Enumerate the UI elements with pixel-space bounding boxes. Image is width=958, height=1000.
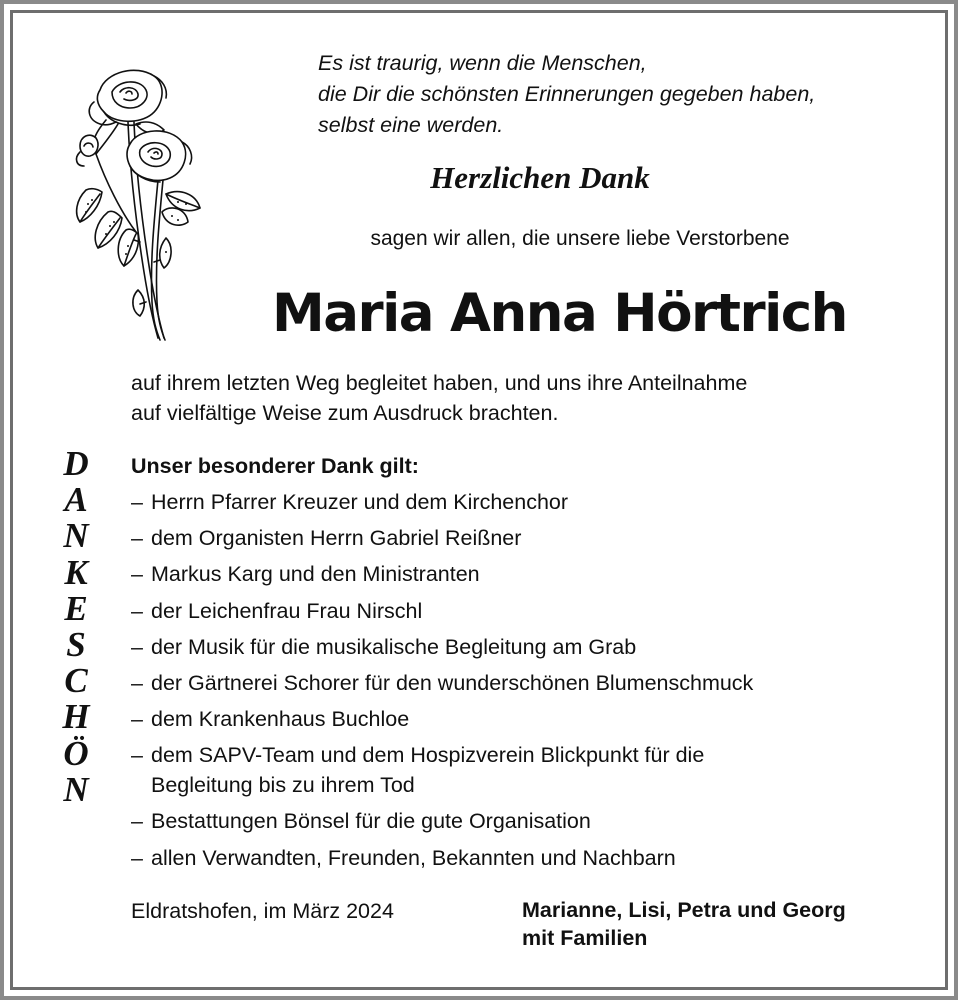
vertical-letter: S xyxy=(66,625,86,665)
vertical-letter: Ö xyxy=(63,733,89,773)
list-dash: – xyxy=(131,490,143,514)
rose-illustration-icon xyxy=(66,62,206,344)
list-item xyxy=(131,840,921,876)
vertical-letter: K xyxy=(64,552,88,592)
list-item xyxy=(131,701,921,737)
list-item xyxy=(131,556,921,592)
list-item xyxy=(131,629,921,665)
intro-line: sagen wir allen, die unsere liebe Verstorbene xyxy=(370,227,790,250)
vertical-dankeschoen xyxy=(44,446,108,808)
list-item-text xyxy=(151,740,704,800)
list-dash: – xyxy=(131,562,143,587)
signature-line: Marianne, Lisi, Petra und Georg xyxy=(522,898,846,922)
list-item-text: der Musik für die musikalische Begleitung am Grab xyxy=(151,634,637,659)
list-item-line: Begleitung bis zu ihrem Tod xyxy=(151,773,415,798)
list-dash: – xyxy=(131,743,143,768)
vertical-letter: D xyxy=(63,444,89,483)
poem-line: Es ist traurig, wenn die Menschen, xyxy=(318,51,647,75)
list-item-text: dem Krankenhaus Buchloe xyxy=(151,707,410,732)
list-item xyxy=(131,737,921,803)
list-item-text: allen Verwandten, Freunden, Bekannten und Nachbarn xyxy=(151,845,676,870)
list-item-line: dem SAPV-Team und dem Hospizverein Blickpunkt für die xyxy=(151,743,705,768)
list-dash: – xyxy=(131,845,143,870)
poem-quote xyxy=(318,48,928,141)
poem-line: selbst eine werden. xyxy=(318,113,504,137)
list-item-text: der Gärtnerei Schorer für den wunderschönen Blumenschmuck xyxy=(151,671,754,696)
vertical-letter: E xyxy=(64,588,88,628)
vertical-letter: N xyxy=(63,516,89,556)
vertical-letter: C xyxy=(64,661,88,701)
deceased-name: Maria Anna Hörtrich xyxy=(272,283,847,344)
poem-line: die Dir die schönsten Erinnerungen gegeben haben, xyxy=(318,82,816,106)
vertical-letter: A xyxy=(64,480,88,520)
thanks-list-heading: Unser besonderer Dank gilt: xyxy=(131,454,419,478)
list-dash: – xyxy=(131,526,143,551)
list-item-text: der Leichenfrau Frau Nirschl xyxy=(151,598,423,623)
list-item xyxy=(131,484,921,520)
vertical-letter: N xyxy=(63,769,89,809)
body-paragraph xyxy=(131,368,921,428)
body-line: auf vielfältige Weise zum Ausdruck brachten. xyxy=(131,401,559,425)
list-dash: – xyxy=(131,671,143,696)
list-item-text: dem Organisten Herrn Gabriel Reißner xyxy=(151,526,522,551)
list-dash: – xyxy=(131,809,143,834)
vertical-letter: H xyxy=(62,697,90,737)
list-item-text: Herrn Pfarrer Kreuzer und dem Kirchenchor xyxy=(151,490,569,514)
list-item xyxy=(131,520,921,556)
list-item xyxy=(131,803,921,839)
list-dash: – xyxy=(131,634,143,659)
thanks-heading: Herzlichen Dank xyxy=(430,160,650,195)
place-date: Eldratshofen, im März 2024 xyxy=(131,899,394,923)
list-item xyxy=(131,593,921,629)
list-item-text: Bestattungen Bönsel für die gute Organisation xyxy=(151,809,591,834)
list-item xyxy=(131,665,921,701)
thanks-list xyxy=(131,448,921,876)
list-dash: – xyxy=(131,707,143,732)
body-line: auf ihrem letzten Weg begleitet haben, und uns ihre Anteilnahme xyxy=(131,371,748,395)
list-item-text: Markus Karg und den Ministranten xyxy=(151,562,480,587)
signatures xyxy=(522,896,922,952)
signature-line: mit Familien xyxy=(522,926,648,950)
list-dash: – xyxy=(131,598,143,623)
